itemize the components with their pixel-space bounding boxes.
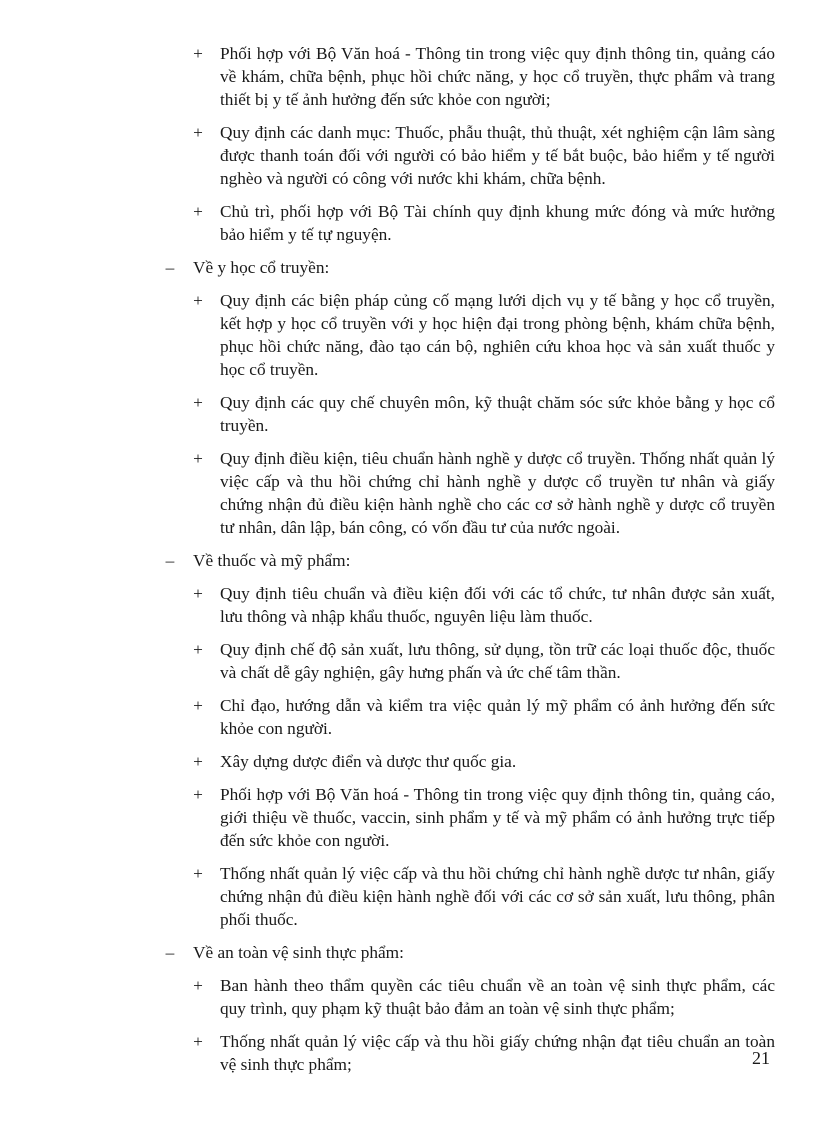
plus-bullet: + (193, 584, 203, 603)
dash-bullet: – (165, 943, 175, 962)
list-item (160, 200, 775, 246)
list-item-text: Quy định điều kiện, tiêu chuẩn hành nghề y dược cổ truyền. Thống nhất quản lý việc cấp và thu hồi chứng chỉ hành nghề y dược cổ truyền tư nhân và giấy chứng nhận đủ điều kiện hành nghề cho các cơ sở hành nghề y dược cổ truyền tư nhân, dân lập, bán công, có vốn đầu tư của nước ngoài. (220, 449, 775, 537)
section-heading-text: Về an toàn vệ sinh thực phẩm: (193, 943, 404, 962)
list-item (160, 862, 775, 931)
plus-bullet: + (193, 449, 203, 468)
section-heading-text: Về thuốc và mỹ phẩm: (193, 551, 351, 570)
list-item (160, 783, 775, 852)
page-number: 21 (752, 1048, 770, 1068)
section-heading (160, 256, 775, 279)
plus-bullet: + (193, 1032, 203, 1051)
list-item (160, 694, 775, 740)
list-item (160, 638, 775, 684)
list-item-text: Quy định tiêu chuẩn và điều kiện đối với các tổ chức, tư nhân được sản xuất, lưu thông và nhập khẩu thuốc, nguyên liệu làm thuốc. (220, 584, 775, 626)
plus-bullet: + (193, 123, 203, 142)
plus-bullet: + (193, 752, 203, 771)
plus-bullet: + (193, 976, 203, 995)
plus-bullet: + (193, 393, 203, 412)
list-item (160, 391, 775, 437)
list-item-text: Ban hành theo thẩm quyền các tiêu chuẩn về an toàn vệ sinh thực phẩm, các quy trình, quy phạm kỹ thuật bảo đảm an toàn vệ sinh thực phẩm; (220, 976, 775, 1018)
list-item (160, 121, 775, 190)
plus-bullet: + (193, 864, 203, 883)
list-item-text: Quy định các quy chế chuyên môn, kỹ thuật chăm sóc sức khỏe bằng y học cổ truyền. (220, 393, 775, 435)
list-item-text: Quy định các biện pháp củng cố mạng lưới dịch vụ y tế bằng y học cổ truyền, kết hợp y học cổ truyền với y học hiện đại trong phòng bệnh, khám chữa bệnh, phục hồi chức năng, đào tạo cán bộ, nghiên cứu khoa học và sản xuất thuốc y học cổ truyền. (220, 291, 775, 379)
dash-bullet: – (165, 551, 175, 570)
list-item-text: Phối hợp với Bộ Văn hoá - Thông tin trong việc quy định thông tin, quảng cáo, giới thiệu về thuốc, vaccin, sinh phẩm y tế và mỹ phẩm có ảnh hưởng trực tiếp đến sức khỏe con người. (220, 785, 775, 850)
list-item-text: Chỉ đạo, hướng dẫn và kiểm tra việc quản lý mỹ phẩm có ảnh hưởng đến sức khỏe con người. (220, 696, 775, 738)
plus-bullet: + (193, 785, 203, 804)
list-item-text: Chủ trì, phối hợp với Bộ Tài chính quy định khung mức đóng và mức hưởng bảo hiểm y tế tự nguyện. (220, 202, 775, 244)
list-item (160, 1030, 775, 1076)
section-heading (160, 941, 775, 964)
list-item (160, 289, 775, 381)
dash-bullet: – (165, 258, 175, 277)
plus-bullet: + (193, 640, 203, 659)
list-item-text: Quy định các danh mục: Thuốc, phẫu thuật, thủ thuật, xét nghiệm cận lâm sàng được thanh toán đối với người có bảo hiểm y tế bắt buộc, bảo hiểm y tế người nghèo và người có công với nước khi khám, chữa bệnh. (220, 123, 775, 188)
page-content (160, 42, 775, 1086)
list-item-text: Xây dựng dược điển và dược thư quốc gia. (220, 752, 517, 771)
list-item (160, 447, 775, 539)
list-item (160, 582, 775, 628)
list-item-text: Thống nhất quản lý việc cấp và thu hồi giấy chứng nhận đạt tiêu chuẩn an toàn vệ sinh thực phẩm; (220, 1032, 775, 1074)
list-item-text: Thống nhất quản lý việc cấp và thu hồi chứng chỉ hành nghề dược tư nhân, giấy chứng nhận đủ điều kiện hành nghề đối với các cơ sở sản xuất, lưu thông, phân phối thuốc. (220, 864, 775, 929)
list-item-text: Quy định chế độ sản xuất, lưu thông, sử dụng, tồn trữ các loại thuốc độc, thuốc và chất dễ gây nghiện, gây hưng phấn và ức chế tâm thần. (220, 640, 775, 682)
list-item (160, 42, 775, 111)
plus-bullet: + (193, 696, 203, 715)
list-item (160, 750, 775, 773)
list-item-text: Phối hợp với Bộ Văn hoá - Thông tin trong việc quy định thông tin, quảng cáo về khám, chữa bệnh, phục hồi chức năng, y học cổ truyền, thực phẩm và trang thiết bị y tế ảnh hưởng đến sức khỏe con người; (220, 44, 775, 109)
section-heading (160, 549, 775, 572)
plus-bullet: + (193, 44, 203, 63)
section-heading-text: Về y học cổ truyền: (193, 258, 330, 277)
list-item (160, 974, 775, 1020)
plus-bullet: + (193, 202, 203, 221)
plus-bullet: + (193, 291, 203, 310)
